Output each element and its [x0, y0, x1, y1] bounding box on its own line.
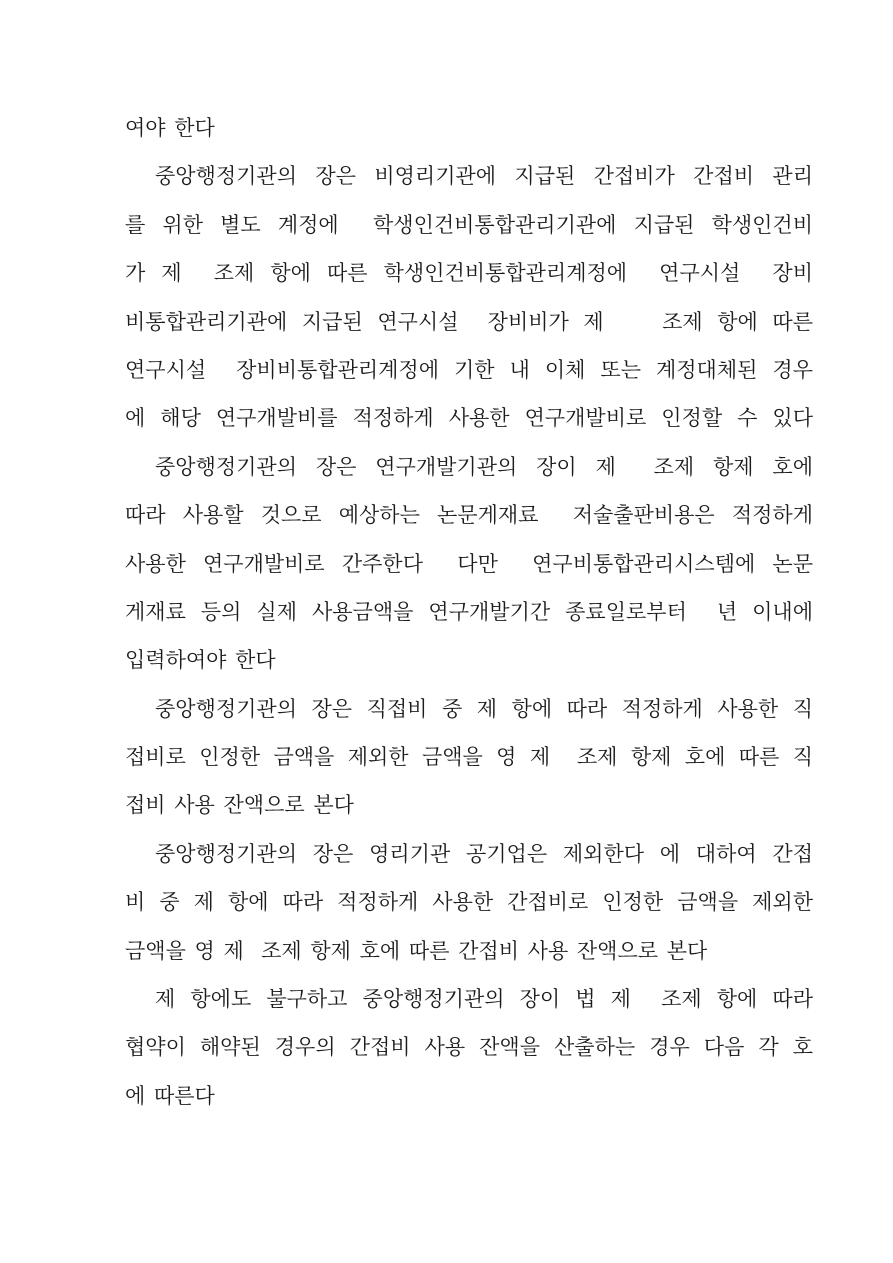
document-text-block	[125, 104, 813, 1120]
text-line: 가 제 조제 항에 따른 학생인건비통합관리계정에 연구시설 장비	[125, 261, 813, 286]
text-line: 중앙행정기관의 장은 비영리기관에 지급된 간접비가 간접비 관리	[155, 164, 813, 189]
text-line: 협약이 해약된 경우의 간접비 사용 잔액을 산출하는 경우 다음 각 호	[125, 1035, 813, 1060]
text-line: 따라 사용할 것으로 예상하는 논문게재료 저술출판비용은 적정하게	[125, 503, 813, 528]
text-line: 에 해당 연구개발비를 적정하게 사용한 연구개발비로 인정할 수 있다	[125, 406, 813, 431]
text-line: 중앙행정기관의 장은 영리기관 공기업은 제외한다 에 대하여 간접	[155, 841, 813, 866]
text-line: 접비 사용 잔액으로 본다	[125, 793, 354, 818]
text-line: 비 중 제 항에 따라 적정하게 사용한 간접비로 인정한 금액을 제외한	[125, 890, 813, 915]
text-line: 게재료 등의 실제 사용금액을 연구개발기간 종료일로부터 년 이내에	[125, 599, 813, 624]
text-line: 접비로 인정한 금액을 제외한 금액을 영 제 조제 항제 호에 따른 직	[125, 745, 813, 770]
text-line: 중앙행정기관의 장은 직접비 중 제 항에 따라 적정하게 사용한 직	[155, 696, 813, 721]
text-line: 제 항에도 불구하고 중앙행정기관의 장이 법 제 조제 항에 따라	[155, 987, 813, 1012]
text-line: 를 위한 별도 계정에 학생인건비통합관리기관에 지급된 학생인건비	[125, 212, 813, 237]
text-line: 사용한 연구개발비로 간주한다 다만 연구비통합관리시스템에 논문	[125, 551, 813, 576]
text-line: 연구시설 장비비통합관리계정에 기한 내 이체 또는 계정대체된 경우	[125, 357, 813, 382]
text-line: 여야 한다	[125, 116, 215, 140]
text-line: 비통합관리기관에 지급된 연구시설 장비비가 제 조제 항에 따른	[125, 309, 813, 334]
text-line: 금액을 영 제 조제 항제 호에 따른 간접비 사용 잔액으로 본다	[125, 938, 708, 963]
text-line: 중앙행정기관의 장은 연구개발기관의 장이 제 조제 항제 호에	[155, 454, 813, 479]
text-line: 에 따른다	[125, 1083, 215, 1108]
text-line: 입력하여야 한다	[125, 648, 276, 673]
